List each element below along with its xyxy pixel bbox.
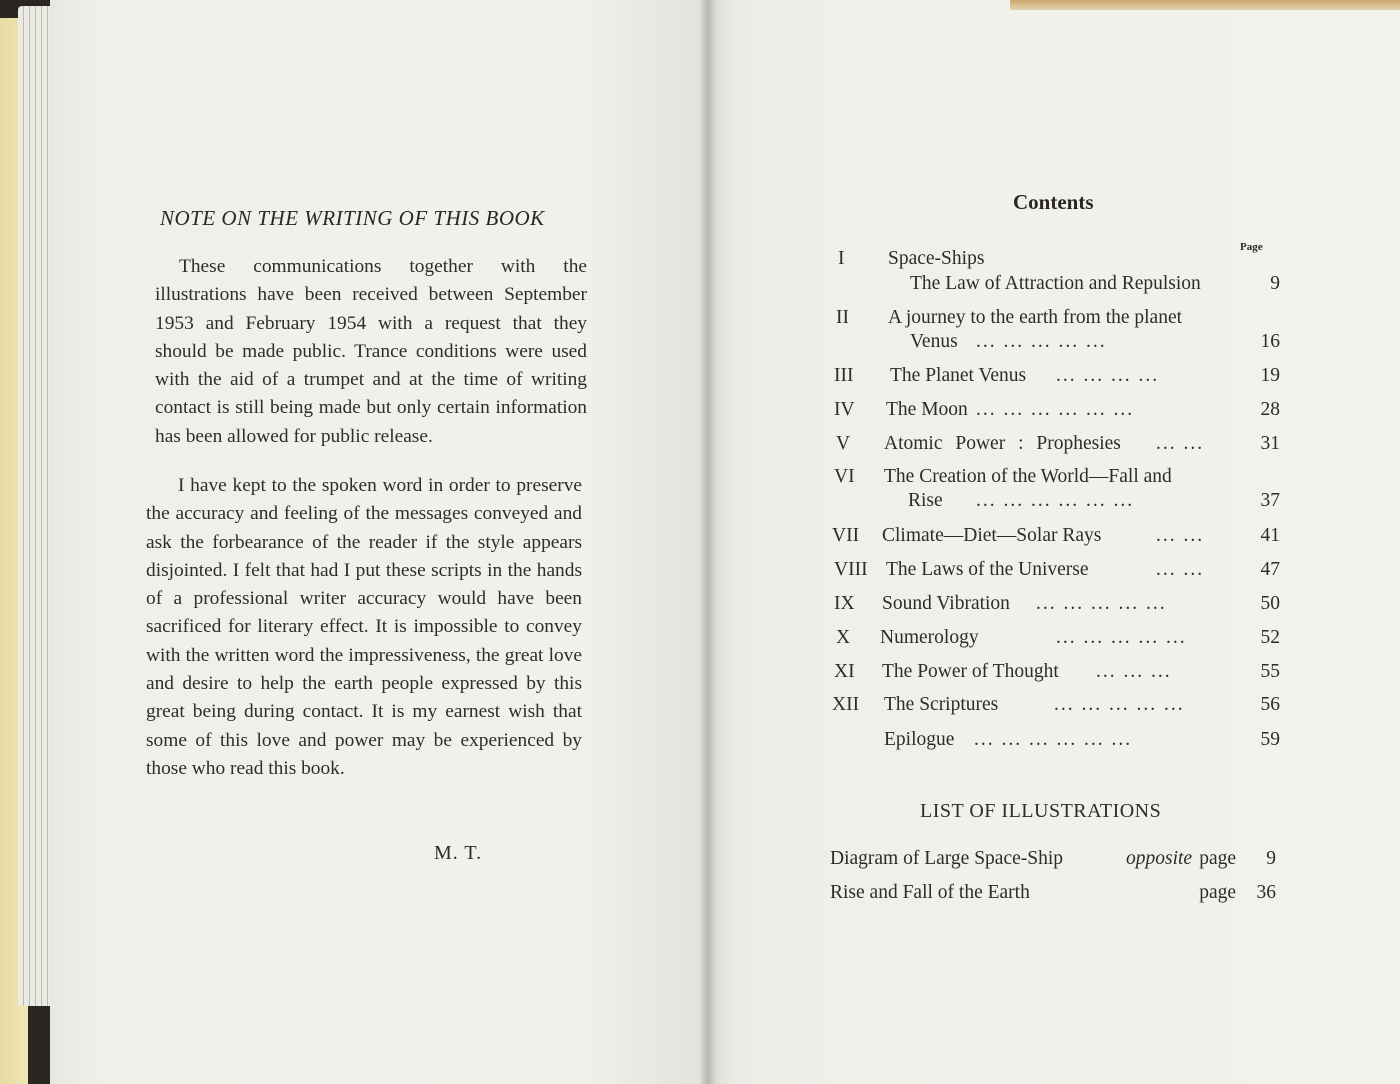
toc-number: I xyxy=(838,248,845,269)
toc-entry-epilogue xyxy=(830,729,1280,755)
toc-page: 55 xyxy=(1260,661,1280,682)
toc-number: VI xyxy=(834,466,855,487)
toc-page: 52 xyxy=(1260,627,1280,648)
toc-number: X xyxy=(836,627,851,648)
toc-number: V xyxy=(836,433,851,454)
contents-title: Contents xyxy=(1013,190,1094,214)
toc-page: 31 xyxy=(1260,433,1280,454)
toc-dots: ... ... ... xyxy=(1096,661,1172,682)
toc-entry-6 xyxy=(830,466,1280,492)
toc-dots: ... ... ... ... ... xyxy=(1054,694,1185,715)
toc-page: 50 xyxy=(1260,593,1280,614)
note-paragraph-2: I have kept to the spoken word in order to preserve the accuracy and feeling of the messages conveyed and ask the forbearance of the reader if the style appears disjointed. I felt that had I put these scripts in the hands of a professional writer accuracy would have been sacrificed for literary effect. It is impossible to convey with the written word the impressiveness, the great love and desire to help the earth people expressed by this great being during contact. It is my earnest wish that some of this love and power may be experienced by those who read this book. xyxy=(146,475,582,779)
toc-page: 28 xyxy=(1260,399,1280,420)
toc-dots: ... ... ... ... ... ... xyxy=(976,490,1135,511)
toc-title-cont: Rise xyxy=(908,490,943,511)
illustration-page-word: page xyxy=(1199,882,1236,903)
toc-number: III xyxy=(834,365,854,386)
toc-entry-1 xyxy=(830,248,1280,274)
toc-page: 41 xyxy=(1260,525,1280,546)
toc-title-cont: Venus xyxy=(910,331,958,352)
toc-entry-8 xyxy=(830,559,1280,585)
toc-entry-11 xyxy=(830,661,1280,687)
toc-entry-6-cont xyxy=(830,490,1280,516)
toc-page: 19 xyxy=(1260,365,1280,386)
signature: M. T. xyxy=(434,842,483,864)
toc-number: XII xyxy=(832,694,860,715)
illustration-page: 9 xyxy=(1266,848,1276,869)
toc-title: The Scriptures xyxy=(884,694,999,715)
toc-title: Space-Ships xyxy=(888,248,985,269)
toc-title-cont: The Law of Attraction and Repulsion xyxy=(910,273,1201,294)
toc-dots: ... ... ... ... ... xyxy=(1036,593,1167,614)
toc-page: 37 xyxy=(1260,490,1280,511)
illustrations-heading: LIST OF ILLUSTRATIONS xyxy=(920,800,1162,822)
toc-entry-9 xyxy=(830,593,1280,619)
toc-entry-1-cont xyxy=(830,273,1280,299)
note-paragraph-1: These communications together with the illustrations have been received between September 1953 and February 1954 with a request that they should be made public. Trance conditions were used with the aid of a trumpet and at the time of writing contact is still being made but only certain information has been allowed for public release. xyxy=(155,256,587,447)
tape-strip xyxy=(1010,0,1400,10)
toc-title: The Moon xyxy=(886,399,968,420)
toc-title: Numerology xyxy=(880,627,979,648)
toc-page: 47 xyxy=(1260,559,1280,580)
illustration-entry-2 xyxy=(830,882,1276,908)
toc-title: Sound Vibration xyxy=(882,593,1010,614)
note-heading: NOTE ON THE WRITING OF THIS BOOK xyxy=(160,206,545,230)
toc-entry-5 xyxy=(830,433,1280,459)
toc-number: II xyxy=(836,307,849,328)
illustration-title: Diagram of Large Space-Ship xyxy=(830,848,1064,869)
illustration-entry-1 xyxy=(830,848,1276,874)
toc-entry-4 xyxy=(830,399,1280,425)
illustration-page: 36 xyxy=(1256,882,1276,903)
toc-entry-10 xyxy=(830,627,1280,653)
book-gutter xyxy=(700,0,716,1084)
toc-dots: ... ... ... ... xyxy=(1056,365,1160,386)
toc-entry-3 xyxy=(830,365,1280,391)
toc-page: 59 xyxy=(1260,729,1280,750)
toc-entry-2-cont xyxy=(830,331,1280,357)
toc-entry-12 xyxy=(830,694,1280,720)
toc-number: XI xyxy=(834,661,855,682)
toc-title: A journey to the earth from the planet xyxy=(888,307,1183,328)
toc-number: VIII xyxy=(834,559,868,580)
illustration-title: Rise and Fall of the Earth xyxy=(830,882,1030,903)
toc-title: The Creation of the World—Fall and xyxy=(884,466,1172,487)
toc-page: 56 xyxy=(1260,694,1280,715)
toc-title: Climate—Diet—Solar Rays xyxy=(882,525,1102,546)
toc-page: 16 xyxy=(1260,331,1280,352)
toc-entry-7 xyxy=(830,525,1280,551)
toc-title: Epilogue xyxy=(884,729,955,750)
toc-title: The Planet Venus xyxy=(890,365,1027,386)
toc-dots: ... ... xyxy=(1156,525,1205,546)
illustration-page-word: page xyxy=(1199,848,1236,869)
toc-title: Atomic Power : Prophesies xyxy=(884,433,1121,454)
toc-dots: ... ... ... ... ... xyxy=(976,331,1107,352)
toc-dots: ... ... xyxy=(1156,559,1205,580)
toc-number: IV xyxy=(834,399,855,420)
toc-dots: ... ... xyxy=(1156,433,1205,454)
illustration-location: opposite xyxy=(1126,848,1193,869)
toc-dots: ... ... ... ... ... ... xyxy=(974,729,1133,750)
toc-entry-2 xyxy=(830,307,1280,333)
toc-page: 9 xyxy=(1270,273,1280,294)
toc-dots: ... ... ... ... ... ... xyxy=(976,399,1135,420)
toc-title: The Laws of the Universe xyxy=(886,559,1089,580)
page-column-label: Page xyxy=(1240,241,1263,253)
toc-dots: ... ... ... ... ... xyxy=(1056,627,1187,648)
toc-number: IX xyxy=(834,593,855,614)
toc-title: The Power of Thought xyxy=(882,661,1059,682)
toc-number: VII xyxy=(832,525,860,546)
